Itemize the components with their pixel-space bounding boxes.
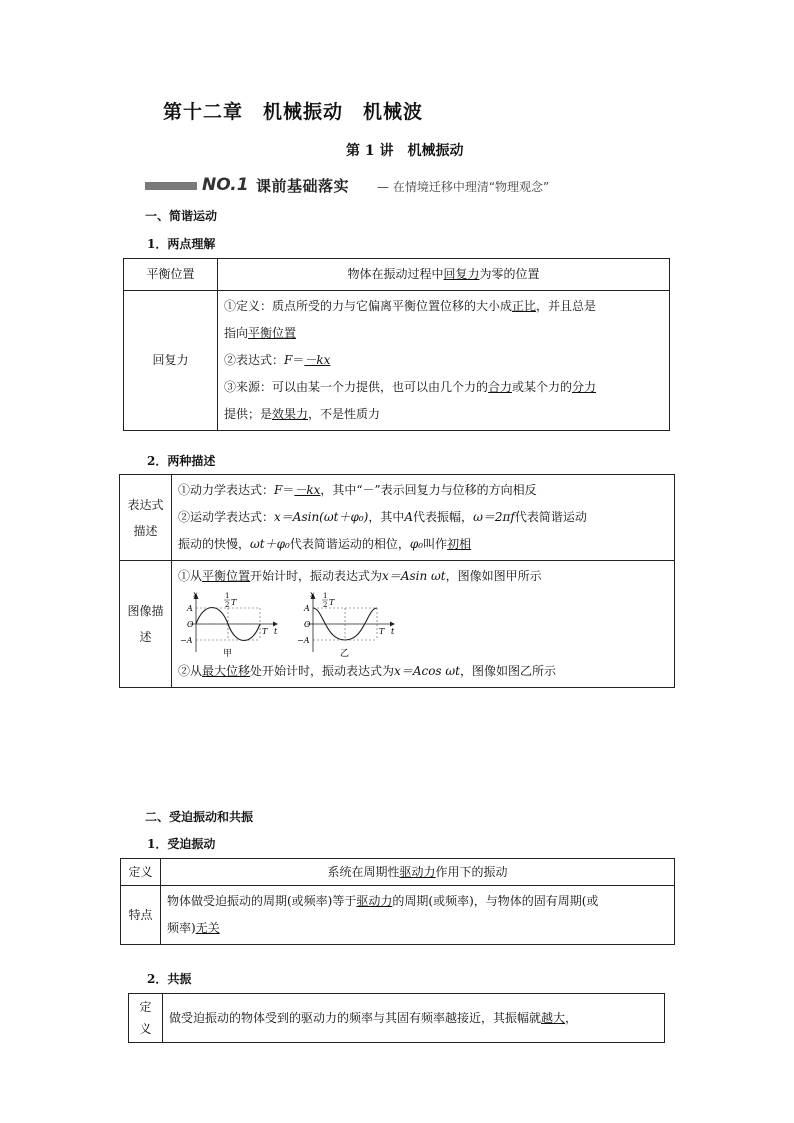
oscillation-graphs — [178, 590, 408, 658]
t-arrow — [273, 622, 278, 627]
half-num: 1 — [323, 592, 328, 600]
label-t-half: T — [231, 598, 237, 607]
section-banner — [145, 175, 615, 197]
text-underlined: 最大位移 — [202, 664, 251, 678]
chapter-title: 第十二章 机械振动 机械波 — [163, 101, 424, 123]
cell-content — [163, 994, 665, 1043]
text: 为零的位置 — [479, 267, 540, 281]
label-o: O — [304, 620, 311, 629]
text: 物体在振动过程中 — [347, 267, 444, 281]
caption-jia: 甲 — [223, 649, 233, 658]
cell-label: 图像描述 — [120, 561, 172, 688]
label-neg-a: −A — [180, 636, 193, 645]
formula-underlined: －kx — [304, 353, 331, 367]
section2-heading: 二、受迫振动和共振 — [145, 810, 254, 824]
formula: x＝Asin(ωt＋φ₀) — [274, 510, 369, 524]
text: 代表振幅， — [413, 510, 474, 524]
text: 系统在周期性 — [327, 865, 400, 879]
label-t: T — [262, 627, 268, 636]
text: ，其中“－”表示回复力与位移的方向相反 — [320, 483, 537, 497]
half-den: 2 — [225, 601, 230, 609]
table-resonance — [128, 993, 665, 1043]
text: ①从 — [178, 569, 203, 583]
text: 指向 — [224, 326, 249, 340]
text: ①动力学表达式： — [178, 483, 275, 497]
cell-label: 定义 — [129, 994, 163, 1043]
cell-label: 回复力 — [124, 291, 218, 431]
formula: ωt＋φ₀ — [250, 537, 290, 551]
cell-content — [161, 886, 675, 945]
text-underlined: 合力 — [488, 380, 513, 394]
axis-label-x: x — [193, 590, 198, 599]
axis-label-t: t — [391, 627, 395, 636]
text-underlined: 分力 — [572, 380, 597, 394]
axis-label-x: x — [310, 590, 315, 599]
table-two-points — [123, 258, 670, 431]
text-underlined: 初相 — [447, 537, 472, 551]
formula: x＝Acos ωt — [394, 664, 461, 678]
text: 代表简谐运动 — [514, 510, 587, 524]
text: 处开始计时，振动表达式为 — [250, 664, 395, 678]
label-a: A — [187, 604, 193, 613]
axis-label-t: t — [274, 627, 278, 636]
section1-sub2: 2．两种描述 — [147, 454, 216, 468]
cell-content — [218, 259, 670, 291]
cell-label: 定义 — [121, 859, 161, 886]
text: 物体做受迫振动的周期(或频率)等于 — [167, 894, 357, 908]
text: ，图像如图乙所示 — [460, 664, 557, 678]
cell-content — [218, 291, 670, 431]
formula: A — [404, 510, 414, 524]
text-underlined: 越大 — [541, 1011, 566, 1025]
banner-bar — [145, 182, 197, 190]
text-underlined: 平衡位置 — [202, 569, 251, 583]
label-a: A — [304, 604, 310, 613]
cell-label: 表达式描述 — [120, 475, 172, 561]
text: ，并且总是 — [536, 299, 597, 313]
text: ，图像如图甲所示 — [445, 569, 542, 583]
lesson-title: 第 1 讲 机械振动 — [346, 143, 464, 159]
text-underlined: 回复力 — [443, 267, 480, 281]
text: ①定义：质点所受的力与它偏离平衡位置位移的大小成 — [224, 299, 513, 313]
cell-label: 特点 — [121, 886, 161, 945]
section1-heading: 一、简谐运动 — [145, 209, 218, 223]
label-neg-a: −A — [297, 636, 310, 645]
text: 代表简谐运动的相位， — [289, 537, 410, 551]
formula-underlined: －kx — [294, 483, 321, 497]
text: 振动的快慢， — [178, 537, 251, 551]
formula: ω＝2πf — [473, 510, 515, 524]
table-two-descriptions — [119, 474, 675, 688]
caption-yi: 乙 — [340, 649, 350, 658]
graphs — [178, 590, 668, 658]
text: 提供；是 — [224, 407, 273, 421]
text: 作用下的振动 — [435, 865, 508, 879]
section1-sub1: 1．两点理解 — [147, 237, 216, 251]
cell-label: 平衡位置 — [124, 259, 218, 291]
label-t: T — [379, 627, 385, 636]
text: 的周期(或频率)，与物体的固有周期(或 — [392, 894, 599, 908]
banner-heading: 课前基础落实 — [256, 177, 350, 195]
text: ＝ — [282, 483, 295, 497]
table-row — [121, 859, 675, 886]
table-row — [120, 561, 675, 688]
graph-cosine — [297, 590, 395, 658]
text: 叫作 — [423, 537, 448, 551]
table-row — [124, 291, 670, 431]
text: ，其中 — [368, 510, 405, 524]
half-num: 1 — [225, 592, 230, 600]
half-den: 2 — [323, 601, 328, 609]
banner-tagline: — 在情境迁移中理清“物理观念” — [377, 180, 550, 194]
section2-sub1: 1．受迫振动 — [147, 837, 216, 851]
text: ②运动学表达式： — [178, 510, 275, 524]
section2-sub2: 2．共振 — [147, 972, 192, 986]
cell-content — [172, 561, 675, 688]
text: ②表达式： — [224, 353, 285, 367]
text: 做受迫振动的物体受到的驱动力的频率与其固有频率越接近，其振幅就 — [169, 1011, 542, 1025]
text: ， — [565, 1011, 578, 1025]
text: ＝ — [292, 353, 305, 367]
text-underlined: 正比 — [512, 299, 537, 313]
table-row — [120, 475, 675, 561]
text: 或某个力的 — [512, 380, 573, 394]
label-t-half: T — [329, 598, 335, 607]
cell-content — [172, 475, 675, 561]
formula: φ₀ — [409, 537, 424, 551]
table-row — [129, 994, 665, 1043]
formula: F — [284, 353, 293, 367]
text: ，不是性质力 — [308, 407, 381, 421]
formula: x＝Asin ωt — [382, 569, 446, 583]
t-arrow — [390, 622, 395, 627]
table-row — [124, 259, 670, 291]
text-underlined: 无关 — [195, 921, 220, 935]
banner-number: NO.1 — [202, 175, 249, 195]
text-underlined: 效果力 — [272, 407, 309, 421]
text-underlined: 平衡位置 — [248, 326, 297, 340]
text-underlined: 驱动力 — [356, 894, 393, 908]
table-forced-vibration — [120, 858, 675, 945]
cell-content — [161, 859, 675, 886]
label-o: O — [187, 620, 194, 629]
text: ②从 — [178, 664, 203, 678]
formula: F — [274, 483, 283, 497]
text-underlined: 驱动力 — [399, 865, 436, 879]
text: 频率) — [167, 921, 196, 935]
text: ③来源：可以由某一个力提供，也可以由几个力的 — [224, 380, 489, 394]
graph-sine — [180, 590, 278, 658]
table-row — [121, 886, 675, 945]
text: 开始计时，振动表达式为 — [250, 569, 383, 583]
